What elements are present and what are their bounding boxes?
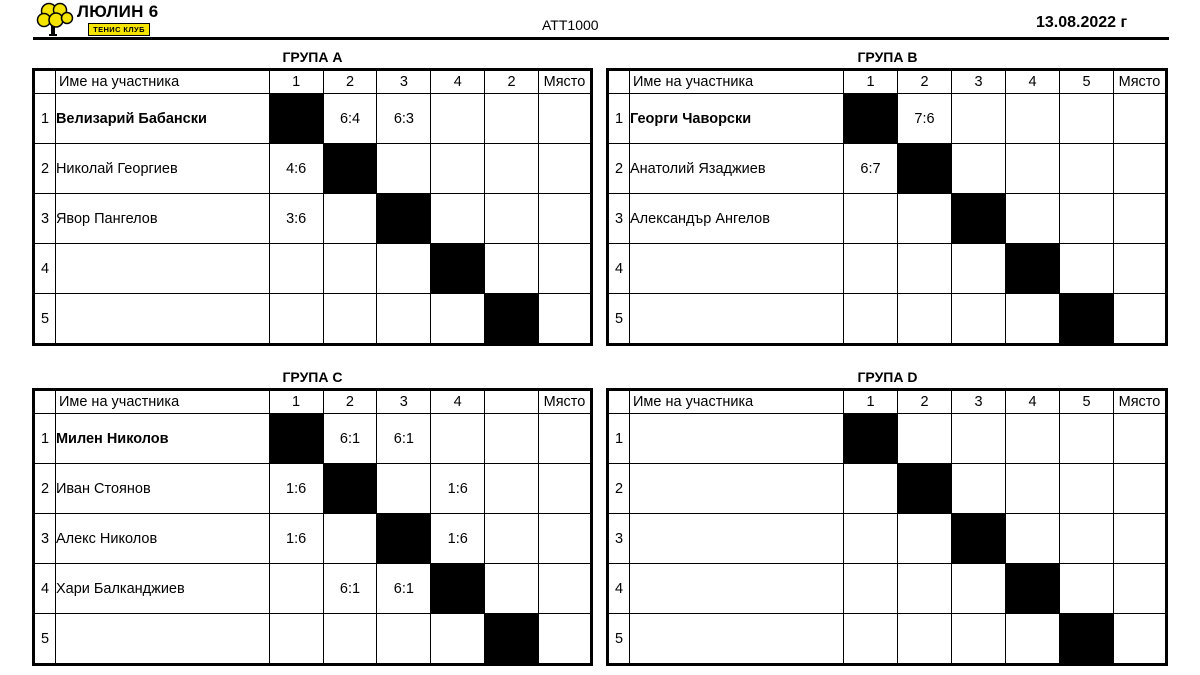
place-cell [1114, 94, 1167, 144]
score-cell [431, 94, 485, 144]
participant-name: Иван Стоянов [55, 464, 269, 514]
self-match-block [1006, 244, 1060, 294]
corner-cell [34, 70, 56, 94]
column-header-name: Име на участника [55, 70, 269, 94]
row-number: 2 [34, 464, 56, 514]
row-number: 1 [34, 94, 56, 144]
self-match-block [844, 414, 898, 464]
participant-name [630, 514, 844, 564]
place-cell [538, 464, 591, 514]
score-cell: 6:3 [377, 94, 431, 144]
score-cell [323, 614, 377, 665]
table-header-row [34, 390, 592, 414]
participant-name [630, 244, 844, 294]
score-cell [898, 294, 952, 345]
score-cell [431, 194, 485, 244]
column-header-opponent [485, 390, 539, 414]
column-header-opponent: 2 [323, 70, 377, 94]
score-cell: 4:6 [269, 144, 323, 194]
table-row [34, 464, 592, 514]
group-title: ГРУПА А [282, 49, 343, 65]
header-divider [33, 37, 1169, 40]
score-cell [323, 194, 377, 244]
column-header-opponent: 4 [1006, 70, 1060, 94]
score-cell [485, 194, 539, 244]
self-match-block [1060, 614, 1114, 665]
participant-name [630, 564, 844, 614]
column-header-opponent: 1 [844, 390, 898, 414]
score-cell [952, 144, 1006, 194]
table-row [34, 564, 592, 614]
column-header-opponent: 3 [952, 390, 1006, 414]
column-header-opponent: 5 [1060, 70, 1114, 94]
table-row [34, 614, 592, 665]
score-cell [485, 464, 539, 514]
row-number: 2 [608, 464, 630, 514]
score-cell [844, 194, 898, 244]
score-cell: 1:6 [431, 514, 485, 564]
column-header-place: Място [538, 390, 591, 414]
column-header-opponent: 1 [269, 70, 323, 94]
club-logo [36, 2, 176, 36]
self-match-block [952, 194, 1006, 244]
self-match-block [485, 614, 539, 665]
place-cell [538, 414, 591, 464]
table-row [34, 414, 592, 464]
group-title: ГРУПА D [857, 369, 918, 385]
score-cell [431, 144, 485, 194]
score-cell [269, 564, 323, 614]
participant-name: Георги Чаворски [630, 94, 844, 144]
table-row [34, 294, 592, 345]
score-cell [1006, 614, 1060, 665]
score-cell: 6:1 [377, 564, 431, 614]
event-date: 13.08.2022 г [1036, 14, 1128, 31]
score-cell [431, 414, 485, 464]
self-match-block [1006, 564, 1060, 614]
score-cell [431, 294, 485, 345]
row-number: 2 [608, 144, 630, 194]
self-match-block [323, 144, 377, 194]
column-header-place: Място [1114, 70, 1167, 94]
place-cell [539, 144, 592, 194]
self-match-block [952, 514, 1006, 564]
table-row [608, 244, 1167, 294]
results-table [32, 388, 593, 666]
score-cell [952, 94, 1006, 144]
score-cell: 6:1 [377, 414, 431, 464]
column-header-opponent: 4 [1006, 390, 1060, 414]
self-match-block [844, 94, 898, 144]
column-header-opponent: 1 [844, 70, 898, 94]
score-cell [952, 244, 1006, 294]
participant-name [55, 294, 269, 345]
place-cell [538, 614, 591, 665]
score-cell [1060, 144, 1114, 194]
table-row [608, 464, 1167, 514]
participant-name [630, 614, 844, 665]
table-header-row [34, 70, 592, 94]
score-cell [1060, 194, 1114, 244]
score-cell [377, 144, 431, 194]
row-number: 3 [608, 514, 630, 564]
self-match-block [431, 564, 485, 614]
table-row [608, 194, 1167, 244]
table-row [608, 294, 1167, 345]
score-cell [952, 294, 1006, 345]
score-cell [898, 194, 952, 244]
self-match-block [377, 194, 431, 244]
column-header-name: Име на участника [630, 390, 844, 414]
column-header-name: Име на участника [55, 390, 269, 414]
row-number: 5 [608, 294, 630, 345]
column-header-opponent: 2 [898, 70, 952, 94]
score-cell [952, 464, 1006, 514]
row-number: 3 [608, 194, 630, 244]
score-cell [844, 564, 898, 614]
score-cell: 6:1 [323, 414, 377, 464]
score-cell: 6:4 [323, 94, 377, 144]
place-cell [539, 244, 592, 294]
score-cell [1060, 414, 1114, 464]
place-cell [1114, 294, 1167, 345]
self-match-block [898, 144, 952, 194]
column-header-opponent: 2 [323, 390, 377, 414]
row-number: 1 [608, 414, 630, 464]
participant-name: Велизарий Бабански [55, 94, 269, 144]
self-match-block [377, 514, 431, 564]
participant-name [630, 414, 844, 464]
score-cell [844, 614, 898, 665]
score-cell [323, 294, 377, 345]
table-row [34, 94, 592, 144]
participant-name [630, 294, 844, 345]
score-cell: 7:6 [898, 94, 952, 144]
score-cell [485, 414, 539, 464]
score-cell [844, 294, 898, 345]
group-title: ГРУПА С [282, 369, 343, 385]
score-cell [898, 614, 952, 665]
score-cell [1006, 514, 1060, 564]
place-cell [1114, 614, 1167, 665]
table-row [608, 94, 1167, 144]
row-number: 5 [34, 614, 56, 665]
score-cell [269, 614, 323, 665]
row-number: 3 [34, 514, 56, 564]
corner-cell [608, 390, 630, 414]
score-cell [1006, 194, 1060, 244]
table-row [608, 564, 1167, 614]
place-cell [1114, 194, 1167, 244]
self-match-block [431, 244, 485, 294]
place-cell [1114, 144, 1167, 194]
row-number: 2 [34, 144, 56, 194]
participant-name: Николай Георгиев [55, 144, 269, 194]
column-header-opponent: 5 [1060, 390, 1114, 414]
self-match-block [898, 464, 952, 514]
score-cell [485, 564, 539, 614]
table-row [608, 144, 1167, 194]
column-header-opponent: 1 [269, 390, 323, 414]
participant-name: Милен Николов [55, 414, 269, 464]
score-cell [1006, 414, 1060, 464]
score-cell [1060, 464, 1114, 514]
participant-name: Александър Ангелов [630, 194, 844, 244]
column-header-opponent: 3 [377, 390, 431, 414]
results-table [606, 388, 1168, 666]
results-table [606, 68, 1168, 346]
self-match-block [323, 464, 377, 514]
self-match-block [1060, 294, 1114, 345]
score-cell [377, 244, 431, 294]
tennis-tree-icon [36, 2, 76, 36]
participant-name: Алекс Николов [55, 514, 269, 564]
row-number: 4 [34, 564, 56, 614]
place-cell [1114, 514, 1167, 564]
row-number: 4 [34, 244, 56, 294]
column-header-opponent: 4 [431, 70, 485, 94]
score-cell [1006, 144, 1060, 194]
table-header-row [608, 70, 1167, 94]
table-row [608, 514, 1167, 564]
row-number: 5 [608, 614, 630, 665]
score-cell [898, 244, 952, 294]
row-number: 3 [34, 194, 56, 244]
corner-cell [34, 390, 56, 414]
score-cell [377, 294, 431, 345]
participant-name [55, 614, 269, 665]
score-cell [323, 514, 377, 564]
table-header-row [608, 390, 1167, 414]
row-number: 5 [34, 294, 56, 345]
column-header-name: Име на участника [630, 70, 844, 94]
row-number: 4 [608, 564, 630, 614]
score-cell [898, 564, 952, 614]
self-match-block [485, 294, 539, 345]
table-row [608, 414, 1167, 464]
place-cell [539, 94, 592, 144]
table-row [34, 244, 592, 294]
row-number: 1 [34, 414, 56, 464]
column-header-opponent: 3 [952, 70, 1006, 94]
table-row [34, 144, 592, 194]
score-cell [485, 244, 539, 294]
event-code: ATT1000 [542, 17, 599, 33]
logo-title: ЛЮЛИН 6 [77, 2, 159, 21]
score-cell [844, 244, 898, 294]
place-cell [538, 564, 591, 614]
page-header [0, 0, 1200, 40]
participant-name: Анатолий Язаджиев [630, 144, 844, 194]
score-cell [269, 244, 323, 294]
score-cell [952, 414, 1006, 464]
column-header-opponent: 3 [377, 70, 431, 94]
results-table [32, 68, 593, 346]
score-cell [485, 144, 539, 194]
score-cell: 1:6 [431, 464, 485, 514]
column-header-opponent: 2 [485, 70, 539, 94]
score-cell [1060, 244, 1114, 294]
score-cell: 6:7 [844, 144, 898, 194]
column-header-opponent: 2 [898, 390, 952, 414]
logo-subtitle: ТЕНИС КЛУБ [88, 23, 150, 36]
score-cell [377, 614, 431, 665]
place-cell [538, 514, 591, 564]
participant-name [630, 464, 844, 514]
row-number: 1 [608, 94, 630, 144]
score-cell [1060, 564, 1114, 614]
score-cell [1006, 94, 1060, 144]
self-match-block [269, 94, 323, 144]
score-cell [952, 564, 1006, 614]
score-cell: 1:6 [269, 514, 323, 564]
place-cell [1114, 564, 1167, 614]
participant-name: Явор Пангелов [55, 194, 269, 244]
table-row [608, 614, 1167, 665]
score-cell [1060, 514, 1114, 564]
self-match-block [269, 414, 323, 464]
score-cell [1006, 464, 1060, 514]
score-cell: 6:1 [323, 564, 377, 614]
score-cell [485, 514, 539, 564]
row-number: 4 [608, 244, 630, 294]
participant-name: Хари Балканджиев [55, 564, 269, 614]
column-header-place: Място [1114, 390, 1167, 414]
score-cell: 3:6 [269, 194, 323, 244]
score-cell [898, 514, 952, 564]
participant-name [55, 244, 269, 294]
score-cell [323, 244, 377, 294]
table-row [34, 514, 592, 564]
score-cell [1060, 94, 1114, 144]
corner-cell [608, 70, 630, 94]
place-cell [1114, 414, 1167, 464]
score-cell [485, 94, 539, 144]
place-cell [539, 294, 592, 345]
column-header-place: Място [539, 70, 592, 94]
score-cell [844, 514, 898, 564]
score-cell [269, 294, 323, 345]
score-cell [844, 464, 898, 514]
place-cell [1114, 464, 1167, 514]
score-cell [431, 614, 485, 665]
group-title: ГРУПА В [857, 49, 918, 65]
score-cell [377, 464, 431, 514]
table-row [34, 194, 592, 244]
score-cell [952, 614, 1006, 665]
score-cell [1006, 294, 1060, 345]
score-cell [898, 414, 952, 464]
column-header-opponent: 4 [431, 390, 485, 414]
score-cell: 1:6 [269, 464, 323, 514]
place-cell [539, 194, 592, 244]
place-cell [1114, 244, 1167, 294]
